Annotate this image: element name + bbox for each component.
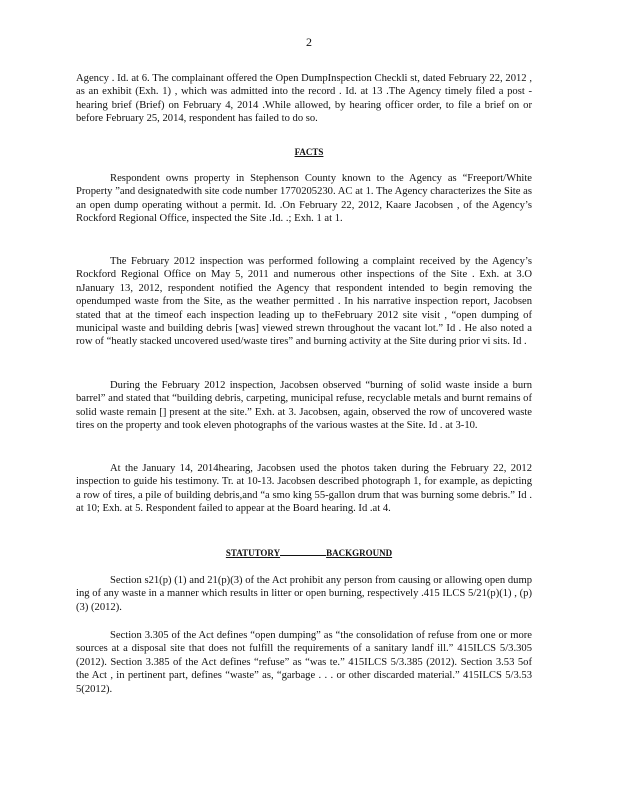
facts-heading-text: FACTS — [294, 147, 324, 157]
facts-heading — [0, 147, 618, 157]
facts-paragraph-3 — [76, 379, 532, 433]
paragraph-text: Agency . Id. at 6. The complainant offered the Open DumpInspection Checkli st, dated February 22, 2012 , as an exhibit (Exh. 1) , which was admitted into the record . Id. at 13 .The Agency timely filed a post -hearing brief (Brief) on February 4, 2014 .While allowed, by hearing officer order, to file a brief on or before February 25, 2014, respondent has failed to do so. — [76, 73, 532, 125]
paragraph-text: At the January 14, 2014hearing, Jacobsen used the photos taken during the February 22, 2012 inspection to guide his testimony. Tr. at 10-13. Jacobsen described photograph 1, for example, as depicting a row of tires, a pile of building debris,and “a smo king 55-gallon drum that was burning some debris.” Id . at 10; Exh. at 5. Respondent failed to appear at the Board hearing. Id .at 4. — [76, 463, 532, 515]
page-number: 2 — [306, 35, 312, 49]
statutory-paragraph-1 — [76, 574, 532, 614]
intro-paragraph — [76, 72, 532, 126]
statutory-paragraph-2 — [76, 629, 532, 696]
paragraph-text: Section s21(p) (1) and 21(p)(3) of the Act prohibit any person from causing or allowing open dump ing of any waste in a manner which results in litter or open burning, respectively .415 ILCS 5/21(p)(1) , (p)(3) (2012). — [76, 575, 532, 613]
paragraph-text: Section 3.305 of the Act defines “open dumping” as “the consolidation of refuse from one or more sources at a disposal site that does not fulfill the requirements of a sanitary landf ill.” 415ILCS 5/3.305 (2012). Section 3.385 of the Act defines “refuse” as “was te.” 415ILCS 5/3.385 (2012). Section 3.53 5of the Act , in pertinent part, defines “waste” as, “garbage . . . or other discarded material.” 415ILCS 5/3.53 5(2012). — [76, 630, 532, 695]
facts-paragraph-4 — [76, 462, 532, 516]
facts-paragraph-1 — [76, 172, 532, 226]
heading-underline-gap — [280, 555, 326, 556]
paragraph-text: The February 2012 inspection was performed following a complaint received by the Agency’s Rockford Regional Office on May 5, 2011 and numerous other inspections of the Site . Exh. at 3.O nJanuary 13, 2012, respondent notified the Agency that respondent intended to begin removing the opendumped waste from the Site, as the weather permitted . In his narrative inspection report, Jacobsen stated that at the timeof each inspection leading up to theFebruary 2012 site visit , “open dumping of municipal waste and building debris [was] viewed strewn throughout the vacant lot.” Id . He also noted a row of “heatly stacked uncovered used/waste tires” and burning activity at the Site during prior vi sits. Id . — [76, 256, 532, 348]
statutory-background-heading — [0, 548, 618, 558]
paragraph-text: Respondent owns property in Stephenson County known to the Agency as “Freeport/White Property ”and designatedwith site code number 1770205230. AC at 1. The Agency characterizes the Site as an open dump operating without a permit. Id. .On February 22, 2012, Kaare Jacobsen , of the Agency’s Rockford Regional Office, inspected the Site .Id. .; Exh. 1 at 1. — [76, 173, 532, 225]
statutory-heading-word-1: STATUTORY — [225, 548, 281, 558]
facts-paragraph-2 — [76, 255, 532, 349]
statutory-heading-word-2: BACKGROUND — [326, 548, 393, 558]
paragraph-text: During the February 2012 inspection, Jacobsen observed “burning of solid waste inside a burn barrel” and stated that “building debris, carpeting, municipal refuse, recyclable metals and burnt remains of solid waste remain [] present at the site.” Exh. at 3. Jacobsen, again, observed the row of uncovered waste tires on the property and took eleven photographs of the various wastes at the Site. Id . at 3-10. — [76, 380, 532, 432]
